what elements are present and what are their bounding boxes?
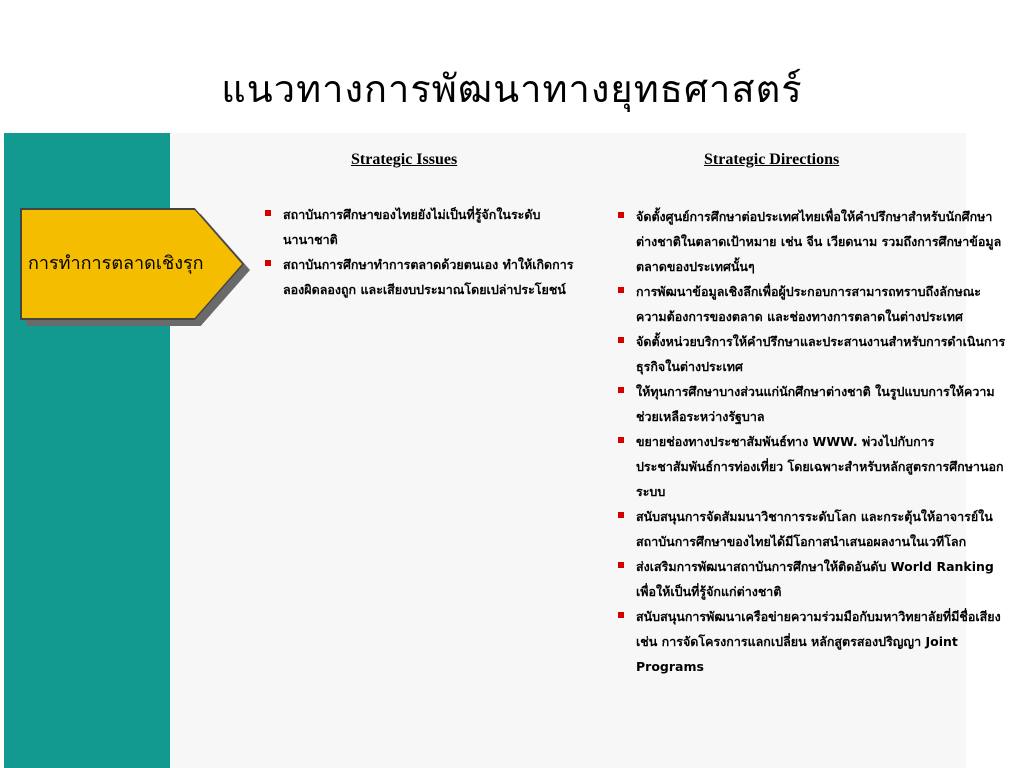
list-item: ให้ทุนการศึกษาบางส่วนแก่นักศึกษาต่างชาติ ในรูปแบบการให้ความช่วยเหลือระหว่างรัฐบาล [618, 379, 1008, 429]
list-item: จัดตั้งศูนย์การศึกษาต่อประเทศไทยเพื่อให้คำปรึกษาสำหรับนักศึกษาต่างชาติในตลาดเป้าหมาย เช่น จีน เวียดนาม รวมถึงการศึกษาข้อมูลตลาดของประเทศนั้นๆ [618, 204, 1008, 279]
list-item: สนับสนุนการจัดสัมมนาวิชาการระดับโลก และกระตุ้นให้อาจารย์ในสถาบันการศึกษาของไทยได้มีโอกาสนำเสนอผลงานในเวทีโลก [618, 504, 1008, 554]
list-item: ขยายช่องทางประชาสัมพันธ์ทาง WWW. พ่วงไปกับการประชาสัมพันธ์การท่องเที่ยว โดยเฉพาะสำหรับหลักสูตรการศึกษานอกระบบ [618, 429, 1008, 504]
list-item: จัดตั้งหน่วยบริการให้คำปรึกษาและประสานงานสำหรับการดำเนินการธุรกิจในต่างประเทศ [618, 329, 1008, 379]
list-item: สถาบันการศึกษาทำการตลาดด้วยตนเอง ทำให้เกิดการลองผิดลองถูก และเสียงบประมาณโดยเปล่าประโยชน์ [265, 252, 585, 302]
slide-title: แนวทางการพัฒนาทางยุทธศาสตร์ [221, 67, 803, 111]
directions-heading: Strategic Directions [704, 151, 840, 168]
directions-list [618, 204, 1008, 679]
list-item: สนับสนุนการพัฒนาเครือข่ายความร่วมมือกับมหาวิทยาลัยที่มีชื่อเสียง เช่น การจัดโครงการแลกเปลี่ยน หลักสูตรสองปริญญา Joint Programs [618, 604, 1008, 679]
list-item: การพัฒนาข้อมูลเชิงลึกเพื่อผู้ประกอบการสามารถทราบถึงลักษณะความต้องการของตลาด และช่องทางการตลาดในต่างประเทศ [618, 279, 1008, 329]
issues-list [265, 202, 585, 302]
list-item: ส่งเสริมการพัฒนาสถาบันการศึกษาให้ติดอันดับ World Ranking เพื่อให้เป็นที่รู้จักแก่ต่างชาติ [618, 554, 1008, 604]
strategy-arrow [20, 208, 250, 328]
list-item: สถาบันการศึกษาของไทยยังไม่เป็นที่รู้จักในระดับนานาชาติ [265, 202, 585, 252]
strategy-label: การทำการตลาดเชิงรุก [28, 253, 204, 274]
issues-heading: Strategic Issues [351, 151, 458, 168]
